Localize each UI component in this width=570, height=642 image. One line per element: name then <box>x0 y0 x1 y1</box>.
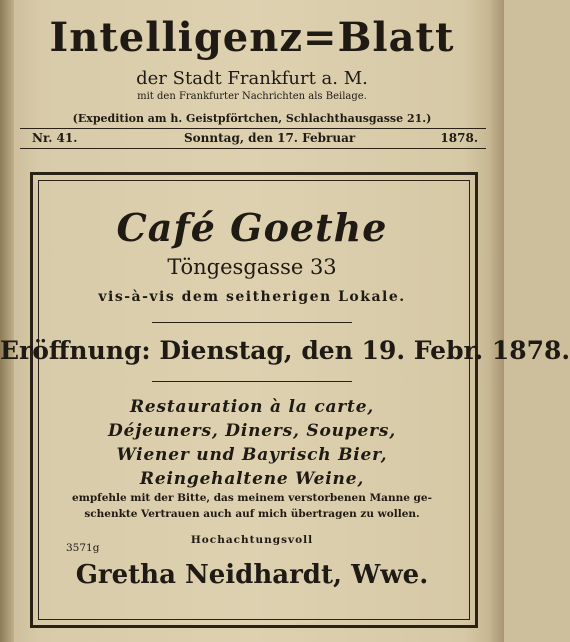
cafe-street: Töngesgasse 33 <box>167 255 337 279</box>
location-note: vis-à-vis dem seitherigen Lokale. <box>98 289 406 305</box>
closing-greeting: Hochachtungsvoll <box>190 534 314 546</box>
issue-date: Sonntag, den 17. Februar <box>184 131 356 145</box>
opening-announcement: Eröffnung: Dienstag, den 19. Febr. 1878. <box>0 336 570 365</box>
offering-line: Reingehaltene Weine, <box>139 469 365 489</box>
issue-number: Nr. 41. <box>32 131 78 145</box>
body-text-line: schenkte Vertrauen auch auf mich übertragen zu wollen. <box>84 508 420 520</box>
masthead-rule-top <box>20 128 486 129</box>
signature: Gretha Neidhardt, Wwe. <box>75 560 429 590</box>
masthead-tagline: mit den Frankfurter Nachrichten als Beilage. <box>137 91 367 102</box>
cafe-name: Café Goethe <box>116 205 388 250</box>
masthead-title: Intelligenz=Blatt <box>49 14 455 61</box>
divider-rule <box>152 322 352 323</box>
reference-number: 3571g <box>66 542 100 554</box>
offering-line: Déjeuners, Diners, Soupers, <box>108 421 396 441</box>
masthead-rule-bottom <box>20 148 486 149</box>
masthead-subtitle: der Stadt Frankfurt a. M. <box>136 68 368 89</box>
issue-year: 1878. <box>440 131 478 145</box>
offering-line: Wiener und Bayrisch Bier, <box>116 445 388 465</box>
offering-line: Restauration à la carte, <box>129 397 375 417</box>
masthead-expedition: (Expedition am h. Geistpförtchen, Schlachthausgasse 21.) <box>72 112 432 125</box>
divider-rule <box>152 381 352 382</box>
body-text-line: empfehle mit der Bitte, das meinem verstorbenen Manne ge- <box>72 492 432 504</box>
